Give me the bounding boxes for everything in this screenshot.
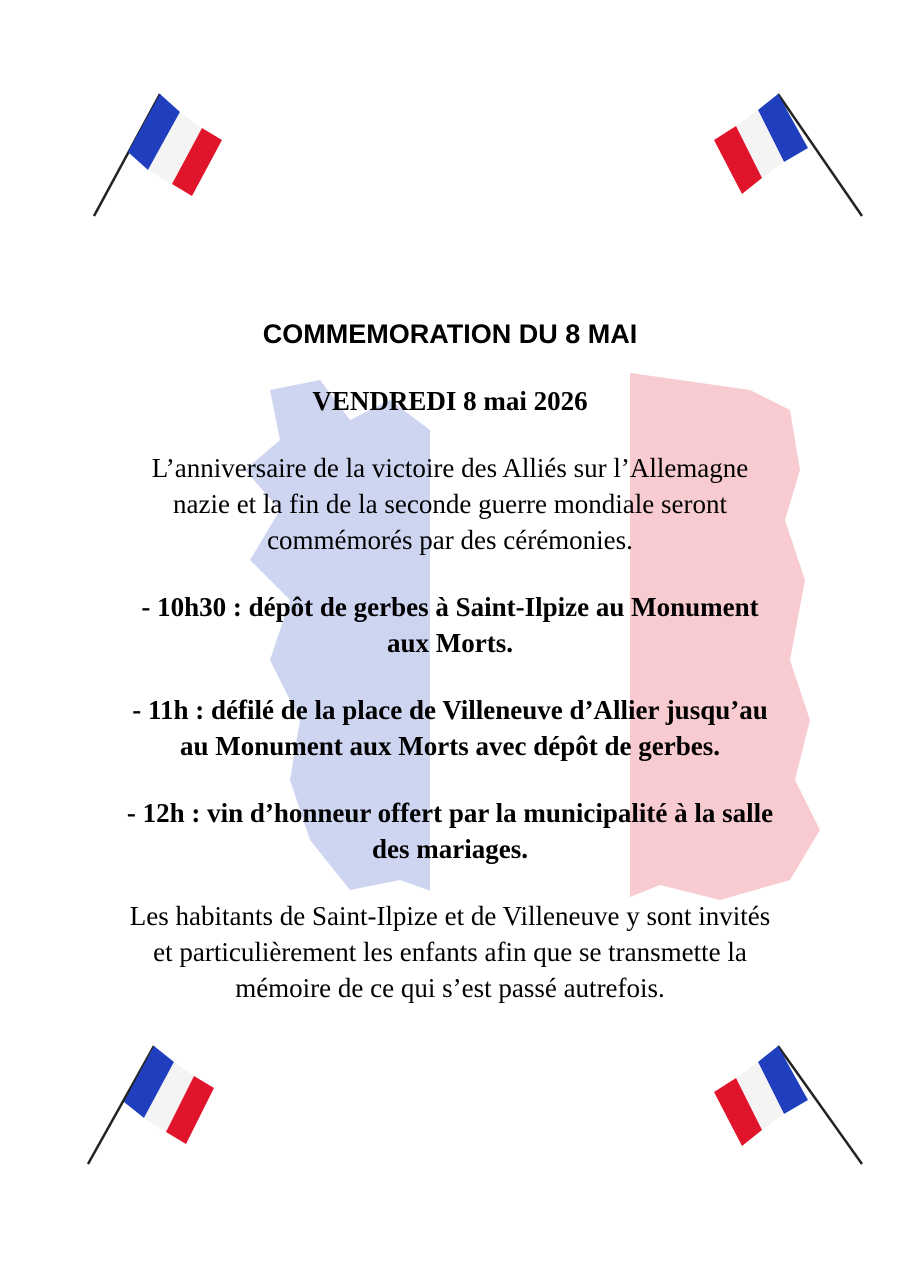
schedule-item	[60, 795, 840, 867]
text-line: - 10h30 : dépôt de gerbes à Saint-Ilpize au Monument	[141, 592, 759, 622]
text-line: et particulièrement les enfants afin que se transmette la	[153, 937, 747, 967]
text-line: aux Morts.	[387, 628, 513, 658]
schedule-item	[60, 589, 840, 661]
text-line: des mariages.	[372, 834, 528, 864]
announcement-content	[60, 316, 840, 1006]
text-line: au Monument aux Morts avec dépôt de gerbes.	[180, 731, 720, 761]
intro-paragraph	[60, 450, 840, 558]
text-line: L’anniversaire de la victoire des Alliés sur l’Allemagne	[151, 453, 749, 483]
french-flag-icon	[708, 88, 868, 228]
french-flag-icon	[88, 88, 248, 228]
page-title: COMMEMORATION DU 8 MAI	[262, 319, 638, 349]
text-line: Les habitants de Saint-Ilpize et de Villeneuve y sont invités	[129, 901, 771, 931]
text-line: commémorés par des cérémonies.	[267, 525, 633, 555]
french-flag-icon	[82, 1040, 242, 1180]
schedule-item	[60, 692, 840, 764]
text-line: - 11h : défilé de la place de Villeneuve d’Allier jusqu’au	[132, 695, 768, 725]
text-line: - 12h : vin d’honneur offert par la municipalité à la salle	[126, 798, 774, 828]
text-line: mémoire de ce qui s’est passé autrefois.	[235, 973, 665, 1003]
text-line: nazie et la fin de la seconde guerre mondiale seront	[172, 489, 727, 519]
french-flag-icon	[708, 1040, 868, 1180]
event-date: VENDREDI 8 mai 2026	[312, 386, 588, 416]
closing-paragraph	[60, 898, 840, 1006]
